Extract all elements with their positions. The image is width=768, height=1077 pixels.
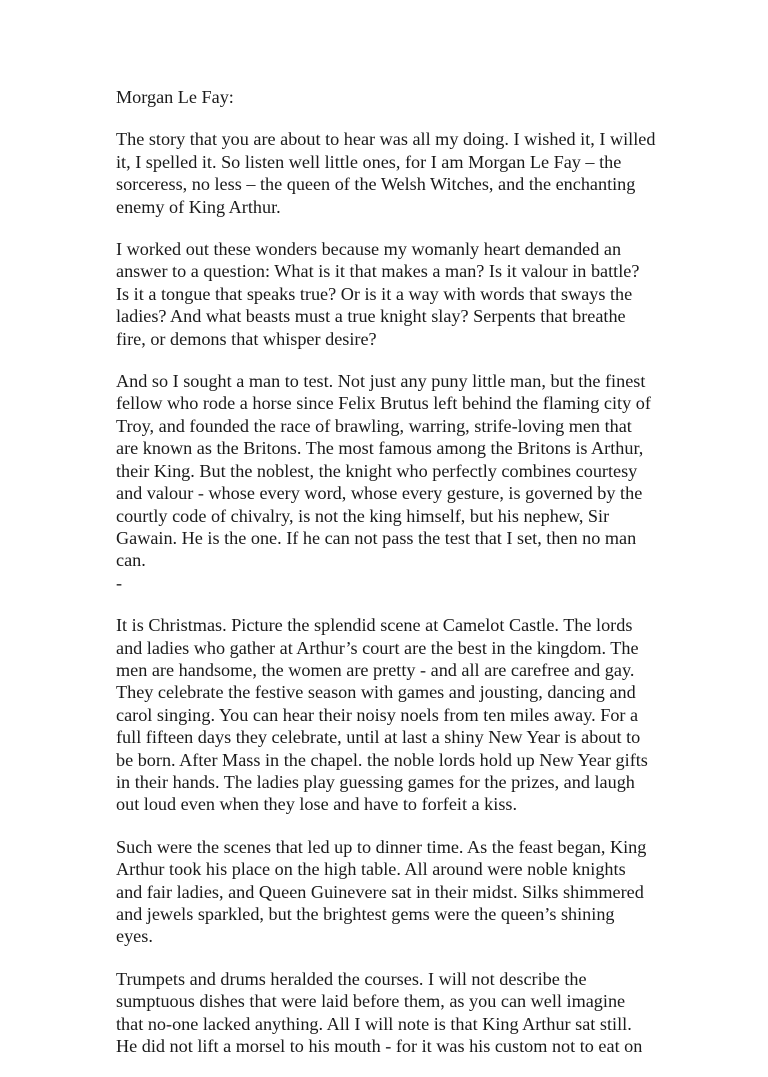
text-line: And so I sought a man to test. Not just any puny little man, but the finest [116,371,646,392]
section-separator: - [116,572,123,593]
text-line: be born. After Mass in the chapel. the noble lords hold up New Year gifts [116,749,648,770]
text-line: fire, or demons that whisper desire? [116,328,377,349]
text-line: that no-one lacked anything. All I will note is that King Arthur sat still. [116,1013,632,1034]
text-line: and ladies who gather at Arthur’s court are the best in the kingdom. The [116,637,639,658]
text-line: eyes. [116,926,153,947]
paragraph-1 [116,128,756,218]
text-line: and fair ladies, and Queen Guinevere sat in their midst. Silks shimmered [116,881,644,902]
text-line: and jewels sparkled, but the brightest gems were the queen’s shining [116,904,615,924]
paragraph-2 [116,238,756,350]
text-line: full fifteen days they celebrate, until at last a shiny New Year is about to [116,727,641,748]
text-line: carol singing. You can hear their noisy noels from ten miles away. For a [116,704,639,725]
text-line: It is Christmas. Picture the splendid scene at Camelot Castle. The lords [116,615,633,636]
text-line: and valour - whose every word, whose every gesture, is governed by the [116,483,643,504]
paragraph-3 [116,370,756,572]
paragraph-4 [116,614,756,816]
text-line: He did not lift a morsel to his mouth - for it was his custom not to eat on [116,1036,643,1057]
paragraph-5 [116,836,756,948]
text-line: sorceress, no less – the queen of the Welsh Witches, and the enchanting [116,174,636,195]
text-line: Is it a tongue that speaks true? Or is it a way with words that sways the [116,283,633,304]
text-line: out loud even when they lose and have to forfeit a kiss. [116,794,518,815]
text-line: I worked out these wonders because my womanly heart demanded an [116,239,622,260]
text-line: fellow who rode a horse since Felix Brutus left behind the flaming city of [116,393,651,414]
paragraph-6 [116,968,756,1058]
text-line: Troy, and founded the race of brawling, warring, strife-loving men that [116,415,632,436]
text-line: sumptuous dishes that were laid before them, as you can well imagine [116,991,626,1012]
text-line: are known as the Britons. The most famous among the Britons is Arthur, [116,438,644,459]
text-line: ladies? And what beasts must a true knight slay? Serpents that breathe [116,306,626,327]
text-line: Gawain. He is the one. If he can not pass the test that I set, then no man [116,527,637,548]
text-line: courtly code of chivalry, is not the king himself, but his nephew, Sir [116,505,610,526]
text-line: Trumpets and drums heralded the courses. I will not describe the [116,968,587,989]
text-line: their King. But the noblest, the knight who perfectly combines courtesy [116,460,638,481]
document-body [116,86,756,1077]
text-line: enemy of King Arthur. [116,196,281,217]
text-line: can. [116,550,146,571]
text-line: Such were the scenes that led up to dinner time. As the feast began, King [116,836,647,857]
document-heading: Morgan Le Fay: [116,87,234,107]
text-line: answer to a question: What is it that makes a man? Is it valour in battle? [116,261,640,282]
text-line: men are handsome, the women are pretty - and all are carefree and gay. [116,659,635,680]
text-line: it, I spelled it. So listen well little ones, for I am Morgan Le Fay – the [116,151,622,172]
text-line: They celebrate the festive season with games and jousting, dancing and [116,682,636,703]
text-line: in their hands. The ladies play guessing games for the prizes, and laugh [116,771,635,792]
text-line: The story that you are about to hear was all my doing. I wished it, I willed [116,129,656,150]
text-line: Arthur took his place on the high table. All around were noble knights [116,859,626,880]
